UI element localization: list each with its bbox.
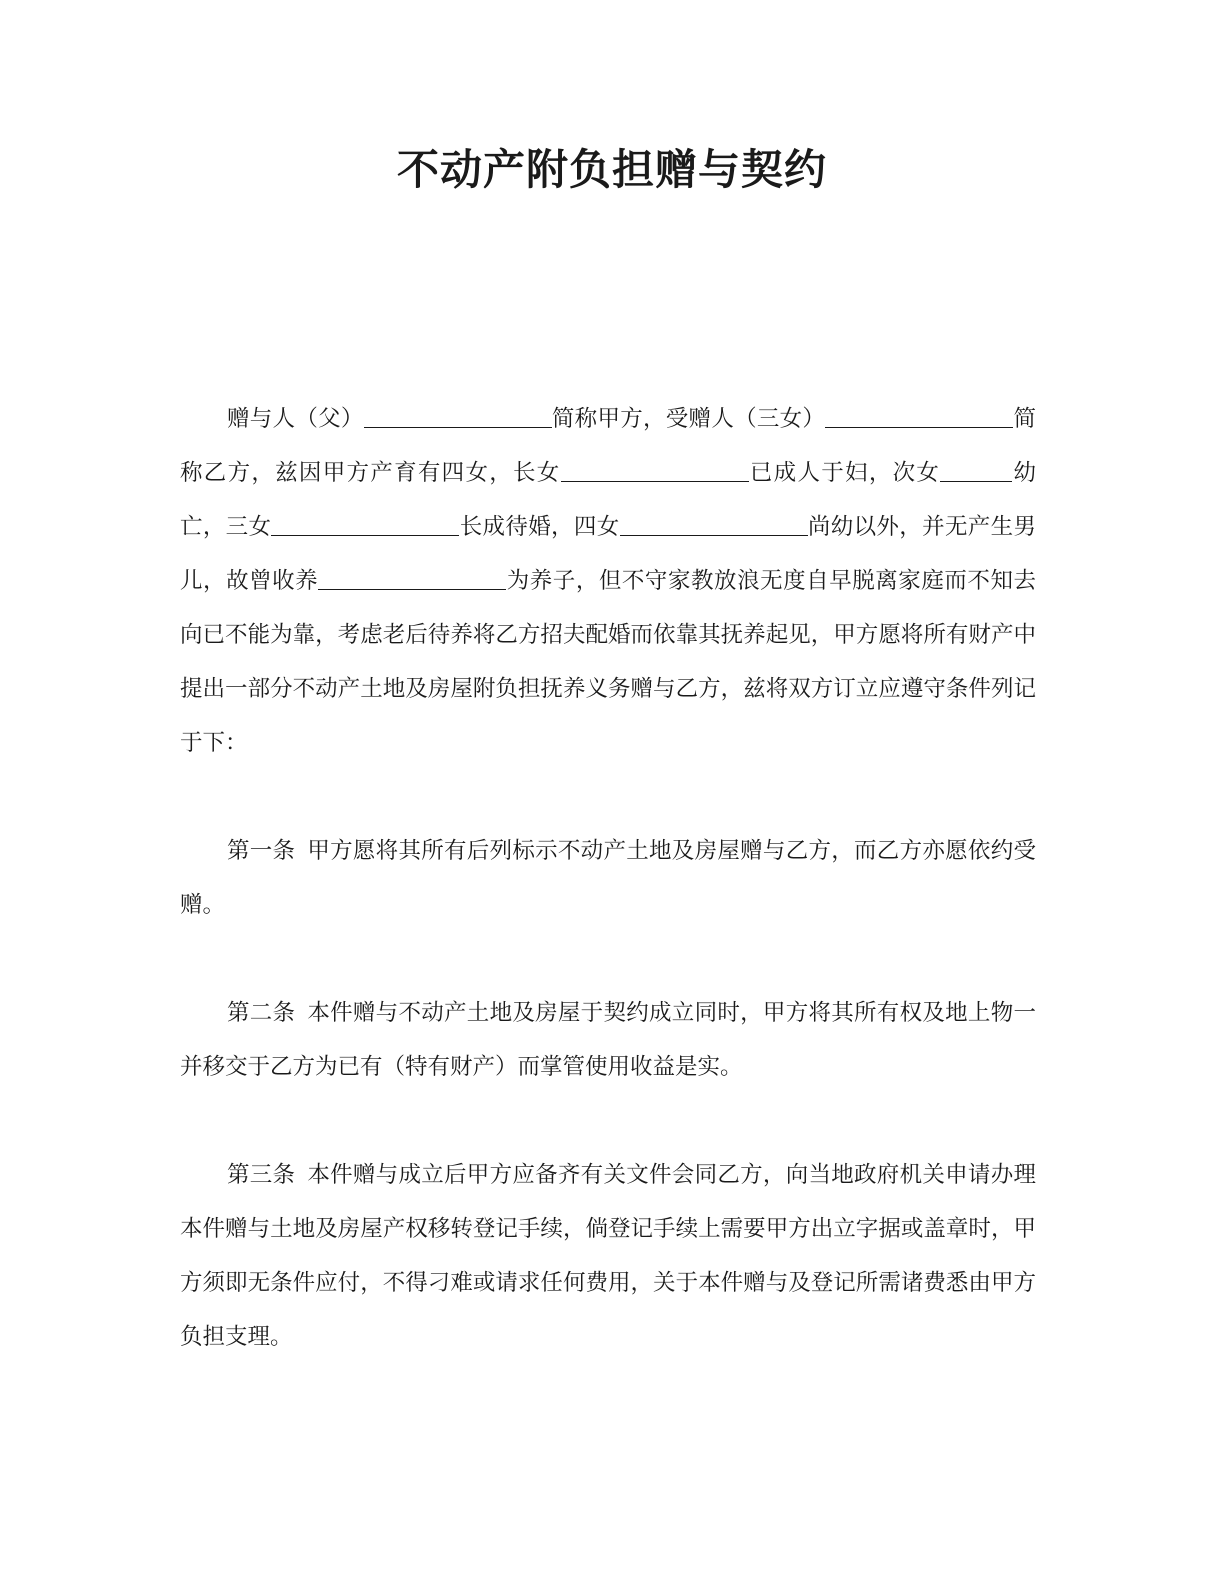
intro-text-4: 已成人于妇，次女 — [748, 460, 941, 486]
article-2 — [180, 986, 1036, 1094]
adopted-son-blank — [318, 567, 506, 590]
intro-text-6: 长成待婚，四女 — [459, 514, 620, 540]
document-body — [180, 392, 1036, 1364]
article-3-text: 本件赠与成立后甲方应备齐有关文件会同乙方，向当地政府机关申请办理本件赠与土地及房屋产权移转登记手续，倘登记手续上需要甲方出立字据或盖章时，甲方须即无条件应付，不得刁难或请求任何费用，关于本件赠与及登记所需诸费悉由甲方负担支理。 — [180, 1162, 1036, 1350]
intro-text-2: 简称甲方，受赠人（三女） — [551, 406, 826, 432]
intro-text-5: 幼亡，三女 — [180, 460, 1036, 540]
fourth-daughter-blank — [620, 513, 808, 536]
donee-name-blank — [825, 405, 1013, 428]
third-daughter-blank — [271, 513, 459, 536]
article-1 — [180, 824, 1036, 932]
intro-text-1: 赠与人（父） — [227, 406, 364, 432]
article-1-number: 第一条 — [227, 838, 296, 864]
article-2-number: 第二条 — [227, 1000, 296, 1026]
donor-name-blank — [364, 405, 552, 428]
article-1-text: 甲方愿将其所有后列标示不动产土地及房屋赠与乙方，而乙方亦愿依约受赠。 — [180, 838, 1036, 918]
intro-text-3: 简称乙方，兹因甲方产育有四女，长女 — [180, 406, 1036, 486]
eldest-daughter-blank — [561, 459, 749, 482]
intro-paragraph — [180, 392, 1036, 770]
intro-text-8: 为养子，但不守家教放浪无度自早脱离家庭而不知去向已不能为靠，考虑老后待养将乙方招夫配婚而依靠其抚养起见，甲方愿将所有财产中提出一部分不动产土地及房屋附负担抚养义务赠与乙方，兹将双方订立应遵守条件列记于下： — [180, 568, 1036, 756]
intro-text-7: 尚幼以外，并无产生男儿，故曾收养 — [180, 514, 1036, 594]
article-3 — [180, 1148, 1036, 1364]
article-3-number: 第三条 — [227, 1162, 296, 1188]
second-daughter-blank — [940, 459, 1012, 482]
article-2-text: 本件赠与不动产土地及房屋于契约成立同时，甲方将其所有权及地上物一并移交于乙方为已有（特有财产）而掌管使用收益是实。 — [180, 1000, 1036, 1080]
document-title: 不动产附负担赠与契约 — [396, 145, 827, 194]
